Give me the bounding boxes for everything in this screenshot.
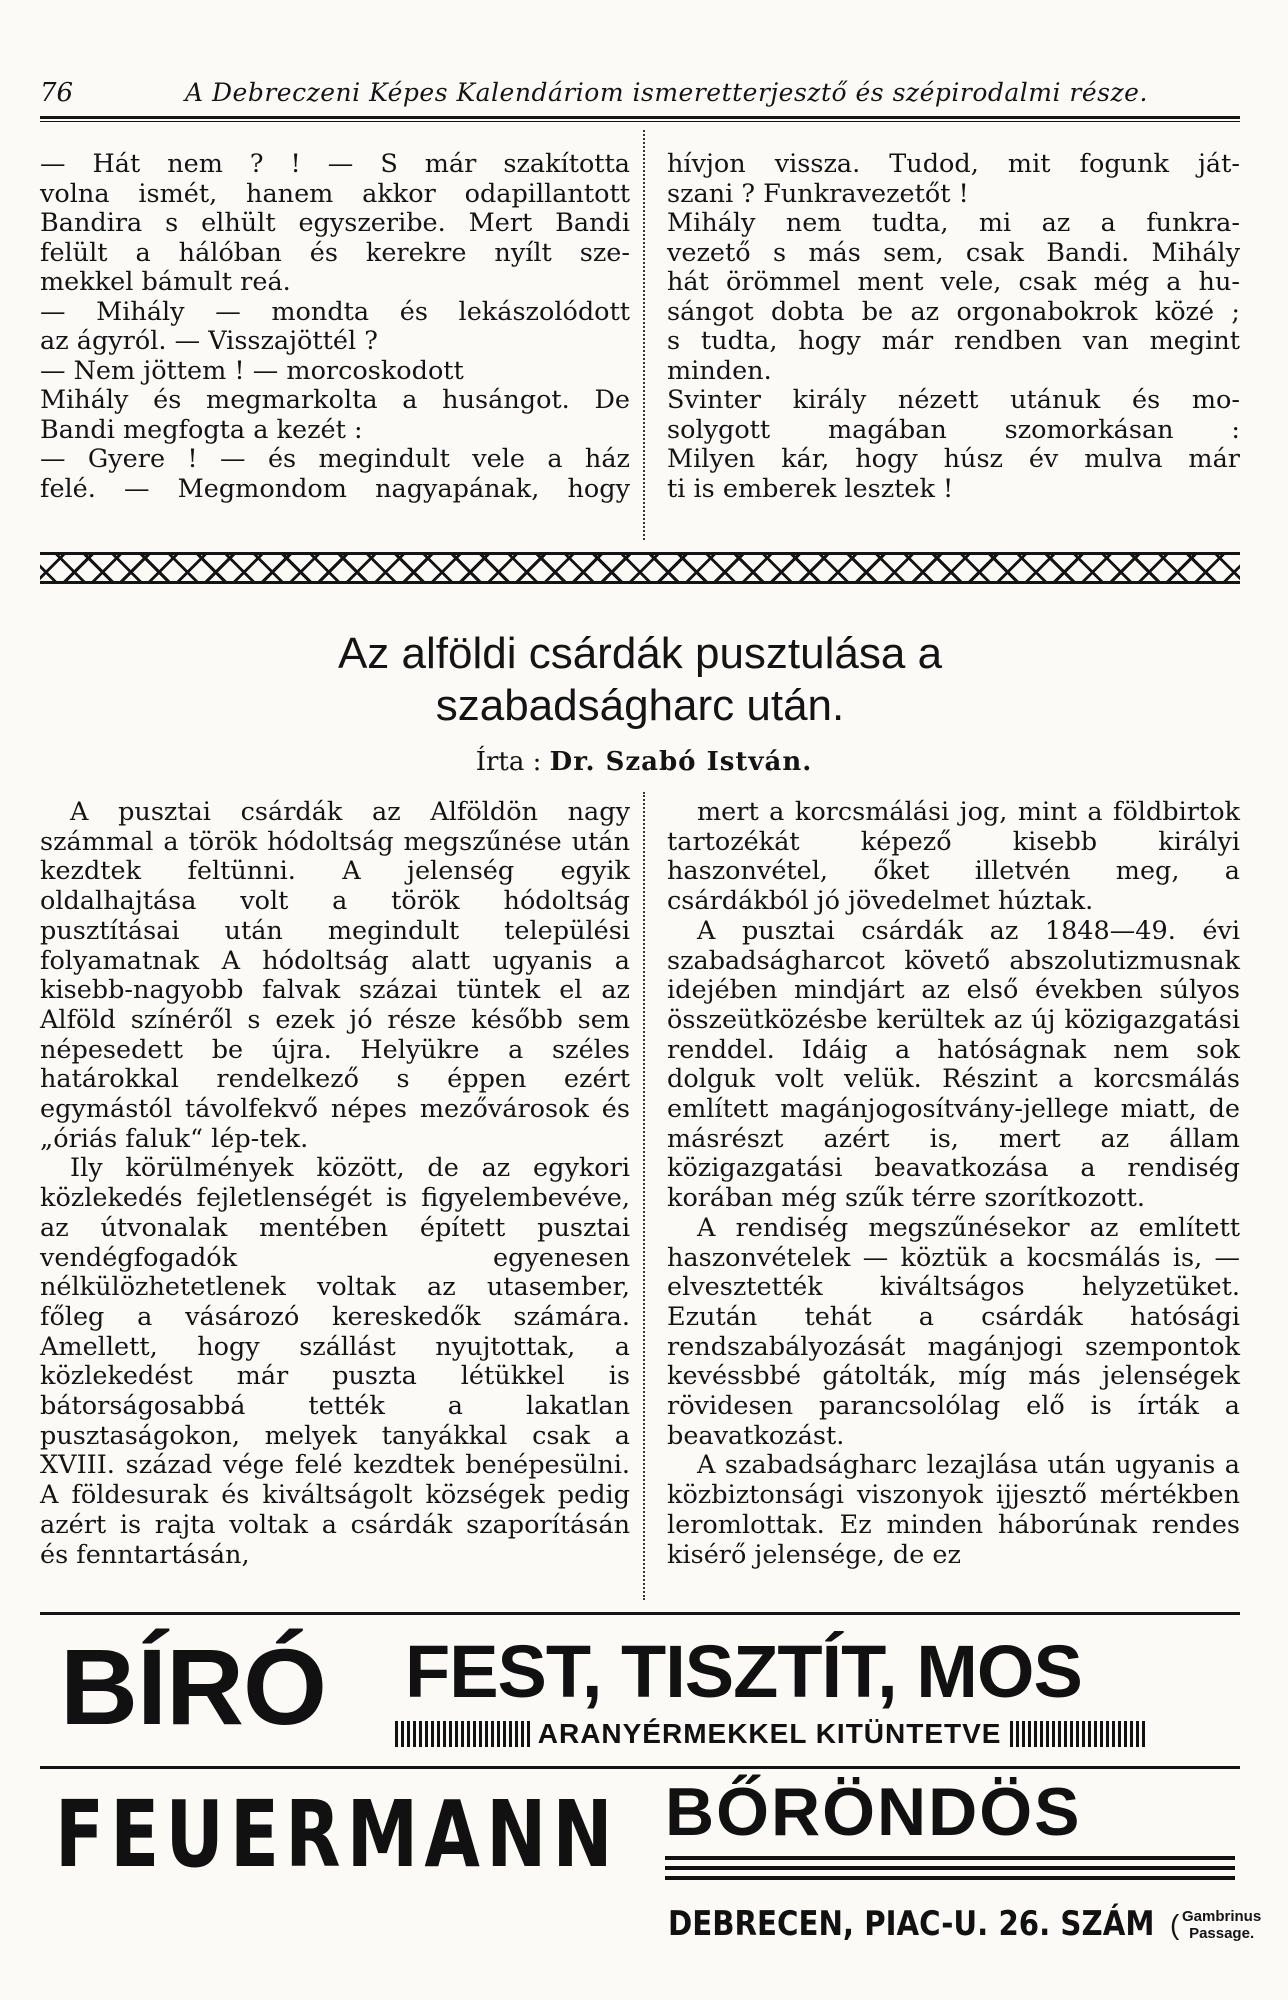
article-title bbox=[100, 628, 1180, 732]
story-left-column bbox=[40, 150, 630, 504]
story-right-column bbox=[667, 150, 1240, 504]
text-line: Svinter király nézett utánuk és mo- bbox=[667, 385, 1240, 415]
ornamental-divider bbox=[40, 552, 1240, 584]
header-rule bbox=[40, 116, 1240, 119]
text-line: — Mihály — mondta és lekászolódott bbox=[40, 296, 630, 327]
header-rule-thin bbox=[40, 121, 1240, 122]
paragraph: A rendiség megszűnésekor az említett haszonvételek — köztük a kocsmálás is, — elvesztették kiváltságos helyzetüket. Ezután tehát a csárdák hatósági rendszabályozását magánjogi szempontok kevéssbbé gátolták, míg más jelenségek rövidesen parancsolólag elő is írták a beavatkozást. bbox=[667, 1212, 1240, 1451]
passage-line-2: Passage. bbox=[1189, 1925, 1255, 1942]
text-line: vezető s más sem, csak Bandi. Mihály bbox=[667, 237, 1240, 268]
advert-address: DEBRECEN, PIAC-U. 26. SZÁM bbox=[668, 1904, 1155, 1944]
author-name: Dr. Szabó István. bbox=[549, 747, 813, 777]
decorative-bars-right bbox=[1010, 1721, 1145, 1747]
text-line: hát örömmel ment vele, csak még a hu- bbox=[667, 267, 1240, 297]
advert-slogan: FEST, TISZTÍT, MOS bbox=[405, 1630, 1082, 1713]
text-line: Mihály és megmarkolta a husángot. De bbox=[40, 385, 630, 415]
trade-underline-3 bbox=[665, 1876, 1235, 1880]
decorative-bars-left bbox=[395, 1721, 530, 1747]
text-line: Bandi megfogta a kezét : bbox=[40, 414, 363, 445]
text-line: ti is emberek lesztek ! bbox=[667, 473, 954, 504]
page-number: 76 bbox=[40, 78, 74, 108]
text-line: az ágyról. — Visszajöttél ? bbox=[40, 326, 378, 356]
byline bbox=[0, 746, 1288, 778]
article-left-column bbox=[40, 798, 630, 1570]
advert-passage bbox=[1170, 1908, 1262, 1942]
paragraph: A szabadságharc lezajlása után ugyanis a közbiztonsági viszonyok ijjesztő mértékben leromlottak. Ez minden háborúnak rendes kisérő jelensége, de ez bbox=[667, 1450, 1240, 1570]
text-line: minden. bbox=[667, 355, 772, 386]
paragraph: A pusztai csárdák az 1848—49. évi szabadságharcot követő abszolutizmusnak idejében mindjárt az első években súlyos összeütközésbe kerültek az új közigazgatási renddel. Idáig a hatóságnak nem sok dolguk volt velük. Részint a korcsmálás említett magánjogosítvány-jellege miatt, de másrészt azért is, mert az állam közigazgatási beavatkozása a rendiség korában még szűk térre szorítkozott. bbox=[667, 915, 1240, 1214]
text-line: Milyen kár, hogy húsz év mulva már bbox=[667, 444, 1240, 474]
text-line: felült a hálóban és kerekre nyílt sze- bbox=[40, 237, 630, 268]
text-line: szani ? Funkravezetőt ! bbox=[667, 178, 969, 209]
text-line: felé. — Megmondom nagyapának, hogy bbox=[40, 473, 630, 504]
article-column-divider bbox=[643, 792, 645, 1600]
text-line: Bandira s elhült egyszeribe. Mert Bandi bbox=[40, 208, 630, 238]
story-column-divider bbox=[643, 130, 645, 540]
running-header bbox=[40, 78, 1238, 112]
article-title-line-1: Az alföldi csárdák pusztulása a bbox=[337, 629, 943, 678]
paragraph: Ily körülmények között, de az egykori közlekedés fejletlenségét is figyelembevéve, az útvonalak mentében épített pusztai vendégfogadók egyenesen nélkülözhetetlenek voltak az utasember, főleg a vásározó kereskedők számára. Amellett, hogy szállást nyujtottak, a közlekedést már puszta létükkel is bátorságosabbá tették a lakatlan pusztaságokon, melyek tanyákkal csak a XVIII. század vége felé kezdtek benépesülni. A földesurak és kiváltságolt községek pedig azért is rajta voltak a csárdák szaporításán és fenntartásán, bbox=[40, 1153, 630, 1570]
advert-trade: BŐRÖNDÖS bbox=[665, 1774, 1082, 1850]
text-line: s tudta, hogy már rendben van megint bbox=[667, 326, 1240, 356]
advert-award: ARANYÉRMEKKEL KITÜNTETVE bbox=[537, 1718, 1002, 1749]
trade-underline-1 bbox=[665, 1856, 1235, 1860]
text-line: solygott magában szomorkásan : bbox=[667, 414, 1240, 445]
advert-name-biro: BÍRÓ bbox=[60, 1626, 326, 1747]
brace-glyph: ( bbox=[1170, 1909, 1180, 1940]
article-title-line-2: szabadságharc után. bbox=[435, 681, 845, 730]
trade-underline-2 bbox=[665, 1866, 1235, 1870]
text-line: hívjon vissza. Tudod, mit fogunk ját- bbox=[667, 149, 1240, 179]
passage-line-1: Gambrinus bbox=[1182, 1908, 1262, 1925]
text-line: — Hát nem ? ! — S már szakította bbox=[40, 149, 630, 179]
paragraph: mert a korcsmálási jog, mint a földbirtok tartozékát képező kisebb királyi haszonvétel, őket illetvén meg, a csárdákból jó jövedelmet húztak. bbox=[667, 797, 1240, 917]
text-line: sángot dobta be az orgonabokrok közé ; bbox=[667, 296, 1240, 327]
text-line: Mihály nem tudta, mi az a funkra- bbox=[667, 208, 1240, 238]
paragraph: A pusztai csárdák az Alföldön nagy számmal a török hódoltság megszűnése után kezdtek feltünni. A jelenség egyik oldalhajtása volt a török hódoltság pusztításai után megindult települési folyamatnak A hódoltság alatt ugyanis a kisebb-nagyobb falvak százai tüntek el az Alföld színéről s ezek jó része később sem népesedett be újra. Helyükre a széles határokkal rendelkező s éppen ezért egymástól távolfekvő népes mezővárosok és „óriás faluk“ lép-tek. bbox=[40, 797, 630, 1154]
text-line: volna ismét, hanem akkor odapillantott bbox=[40, 178, 630, 209]
advert-name-feuermann: FEUERMANN bbox=[55, 1781, 619, 1888]
advert-top-rule bbox=[40, 1612, 1240, 1615]
advert-award-line bbox=[395, 1718, 1145, 1750]
text-line: — Gyere ! — és megindult vele a ház bbox=[40, 444, 630, 474]
article-right-column bbox=[667, 798, 1240, 1570]
advert-middle-rule bbox=[40, 1766, 1240, 1769]
text-line: — Nem jöttem ! — morcoskodott bbox=[40, 355, 464, 386]
byline-prefix: Írta : bbox=[475, 747, 542, 777]
text-line: mekkel bámult reá. bbox=[40, 267, 291, 297]
running-title: A Debreczeni Képes Kalendáriom ismeretterjesztő és szépirodalmi része. bbox=[185, 78, 1148, 107]
